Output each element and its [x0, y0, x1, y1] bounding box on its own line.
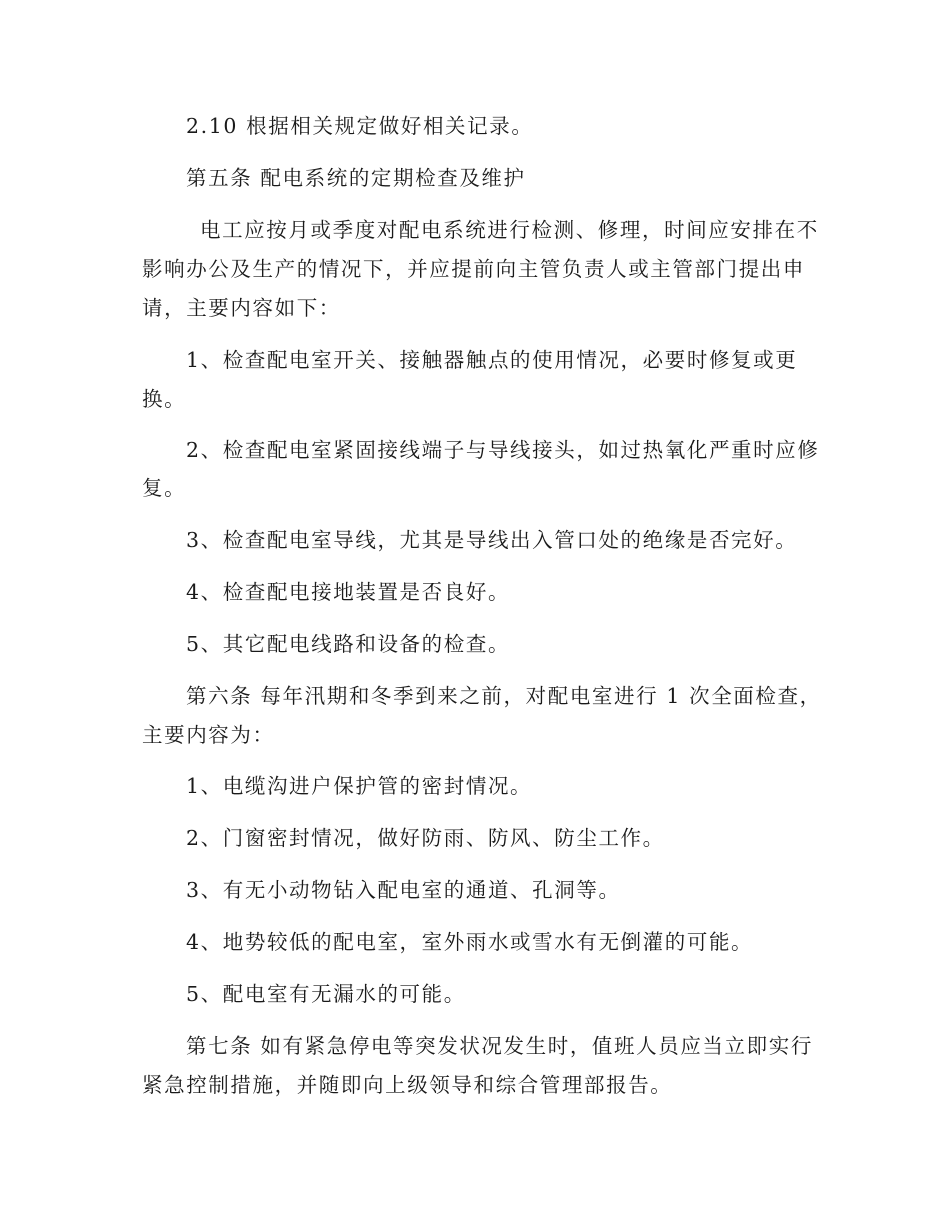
a5-item5: 5、其它配电线路和设备的检查。 — [186, 632, 511, 656]
article7-line2: 紧急控制措施，并随即向上级领导和综合管理部报告。 — [142, 1073, 673, 1097]
article5-intro-line3: 请，主要内容如下： — [142, 296, 341, 320]
a5-item4: 4、检查配电接地装置是否良好。 — [186, 580, 511, 604]
a6-item4: 4、地势较低的配电室，室外雨水或雪水有无倒灌的可能。 — [186, 930, 754, 954]
a5-item3: 3、检查配电室导线，尤其是导线出入管口处的绝缘是否完好。 — [186, 528, 798, 552]
a6-item2: 2、门窗密封情况，做好防雨、防风、防尘工作。 — [186, 826, 665, 850]
a5-item2-line2: 复。 — [142, 476, 187, 500]
item-2-10: 2.10 根据相关规定做好相关记录。 — [186, 114, 534, 138]
a5-item1-line1: 1、检查配电室开关、接触器触点的使用情况，必要时修复或更 — [186, 348, 798, 372]
a5-item2-line1: 2、检查配电室紧固接线端子与导线接头，如过热氧化严重时应修 — [186, 438, 820, 462]
article7-line1: 第七条 如有紧急停电等突发状况发生时，值班人员应当立即实行 — [186, 1034, 813, 1058]
article5-title: 第五条 配电系统的定期检查及维护 — [186, 166, 526, 190]
article6-line2: 主要内容为： — [142, 723, 275, 747]
a6-item5: 5、配电室有无漏水的可能。 — [186, 982, 466, 1006]
a5-item1-line2: 换。 — [142, 387, 187, 411]
a6-item3: 3、有无小动物钻入配电室的通道、孔洞等。 — [186, 878, 621, 902]
article6-line1: 第六条 每年汛期和冬季到来之前，对配电室进行 1 次全面检查， — [186, 684, 822, 708]
article5-intro-line1: 电工应按月或季度对配电系统进行检测、修理，时间应安排在不 — [200, 218, 819, 242]
article5-intro-line2: 影响办公及生产的情况下，并应提前向主管负责人或主管部门提出申 — [142, 257, 805, 281]
a6-item1: 1、电缆沟进户保护管的密封情况。 — [186, 774, 533, 798]
